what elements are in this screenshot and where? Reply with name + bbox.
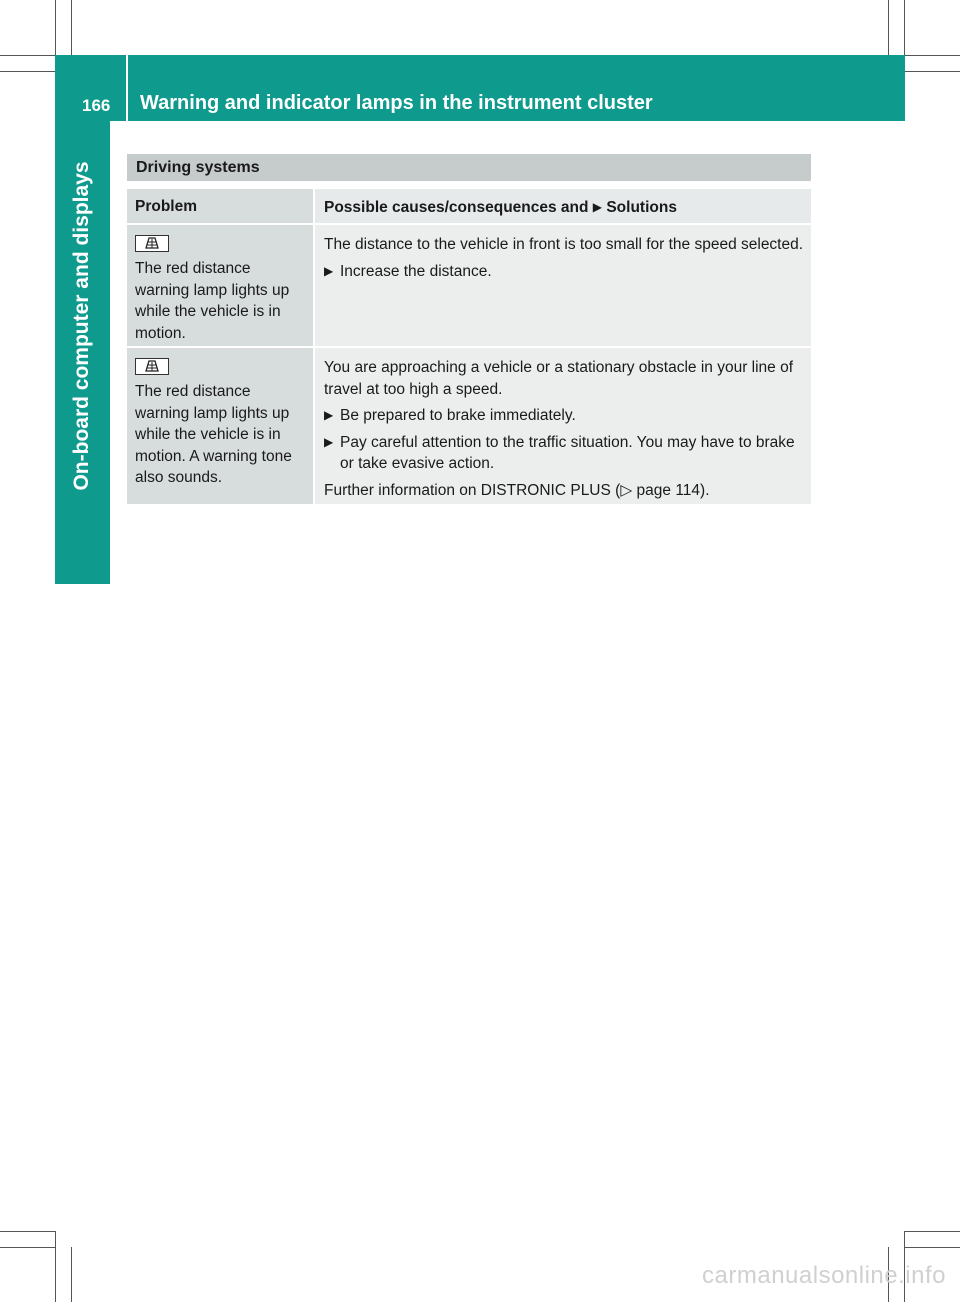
- problem-text: The red distance warning lamp lights up while the vehicle is in motion. A warning tone also sounds.: [135, 383, 292, 486]
- solution-step: [324, 261, 805, 283]
- table-title: Driving systems: [127, 154, 811, 181]
- page-number: 166: [82, 96, 111, 115]
- crop-mark: [71, 0, 72, 55]
- crop-mark: [55, 1231, 56, 1302]
- solution-step: [324, 405, 805, 427]
- step-arrow-icon: ▶: [324, 263, 334, 278]
- table-header-row: [127, 189, 811, 223]
- step-text: Be prepared to brake immediately.: [340, 407, 576, 424]
- column-header-solutions-prefix: Possible causes/consequences and: [324, 199, 589, 216]
- crop-mark: [905, 1231, 960, 1232]
- crop-mark: [0, 71, 55, 72]
- problem-text: The red distance warning lamp lights up while the vehicle is in motion.: [135, 260, 290, 342]
- crop-mark: [905, 55, 960, 56]
- crop-mark: [0, 1231, 55, 1232]
- cause-text: You are approaching a vehicle or a stationary obstacle in your line of travel at too high a speed.: [324, 359, 794, 398]
- crop-mark: [71, 1247, 72, 1302]
- problem-cell: [127, 348, 313, 504]
- column-header-problem: Problem: [127, 189, 313, 223]
- further-info-text: [324, 480, 805, 502]
- column-header-solutions-suffix: Solutions: [606, 199, 677, 216]
- solution-step: [324, 432, 805, 475]
- crop-mark: [888, 0, 889, 55]
- page-reference-arrow-icon: ▷: [620, 481, 633, 499]
- crop-mark: [905, 71, 960, 72]
- crop-mark: [0, 1247, 55, 1248]
- table-row: [127, 225, 811, 346]
- distance-warning-lamp-icon: [135, 235, 169, 252]
- table-row: [127, 348, 811, 504]
- step-text: Pay careful attention to the traffic situation. You may have to brake or take evasive action.: [340, 433, 795, 472]
- problem-cell: [127, 225, 313, 346]
- crop-mark: [905, 1247, 960, 1248]
- play-arrow-icon: ▶: [592, 200, 603, 214]
- column-header-solutions: [315, 189, 811, 223]
- page-reference-link[interactable]: page 114).: [632, 481, 710, 499]
- cause-text: The distance to the vehicle in front is too small for the speed selected.: [324, 236, 804, 253]
- step-arrow-icon: ▶: [324, 408, 334, 422]
- crop-mark: [0, 55, 55, 56]
- watermark-text: carmanualsonline.info: [702, 1262, 946, 1289]
- driving-systems-table: [127, 154, 811, 506]
- step-arrow-icon: ▶: [324, 434, 334, 449]
- distance-warning-lamp-icon: [135, 358, 169, 375]
- crop-mark: [904, 0, 905, 55]
- solution-cell: [315, 348, 811, 504]
- step-text: Increase the distance.: [340, 262, 492, 280]
- further-info-prefix: Further information on DISTRONIC PLUS (: [324, 481, 621, 499]
- side-tab-label-wrap: [55, 121, 110, 531]
- page-title: Warning and indicator lamps in the instrument cluster: [140, 92, 653, 114]
- header-separator: [126, 55, 128, 121]
- solution-cell: [315, 225, 811, 346]
- side-tab-label: On-board computer and displays: [70, 161, 93, 491]
- crop-mark: [55, 0, 56, 55]
